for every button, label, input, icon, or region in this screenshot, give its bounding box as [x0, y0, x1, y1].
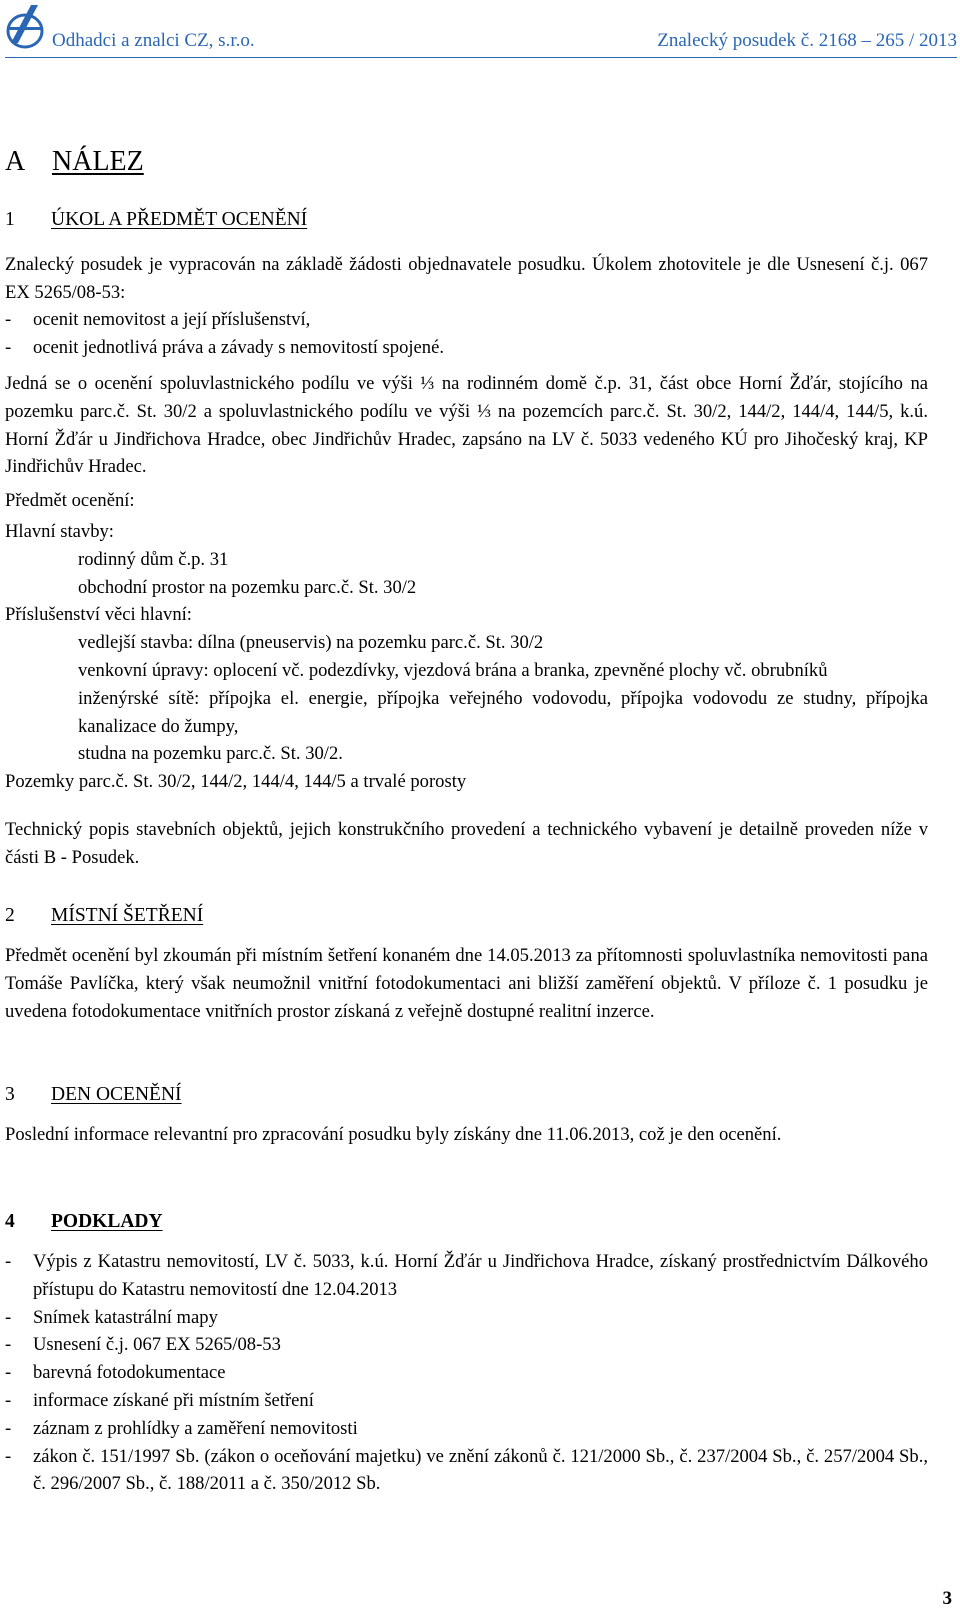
- section-number: 3: [5, 1084, 15, 1105]
- land-line: Pozemky parc.č. St. 30/2, 144/2, 144/4, 144/5 a trvalé porosty: [5, 771, 467, 793]
- list-dash: -: [5, 1389, 12, 1411]
- list-dash: -: [5, 1417, 12, 1439]
- subject-list: [5, 518, 928, 796]
- section-3-heading: [5, 1081, 182, 1109]
- list-item-text: barevná fotodokumentace: [33, 1362, 226, 1384]
- list-dash: -: [5, 1306, 12, 1328]
- list-dash: -: [5, 336, 12, 358]
- section-title: MÍSTNÍ ŠETŘENÍ: [51, 905, 204, 926]
- list-item: inženýrské sítě: přípojka el. energie, přípojka veřejného vodovodu, přípojka vodovodu ze studny, přípojka kanalizace do žumpy,: [78, 687, 928, 737]
- page-number: 3: [942, 1588, 952, 1609]
- list-item: obchodní prostor na pozemku parc.č. St. 30/2: [78, 576, 417, 598]
- section-4-heading: [5, 1208, 163, 1236]
- list-item: vedlejší stavba: dílna (pneuservis) na pozemku parc.č. St. 30/2: [78, 632, 544, 654]
- part-letter: A: [5, 146, 26, 177]
- report-reference: Znalecký posudek č. 2168 – 265 / 2013: [657, 30, 957, 51]
- list-item: [5, 1443, 928, 1499]
- section-title: PODKLADY: [51, 1211, 163, 1232]
- section-1-intro: Znalecký posudek je vypracován na základě žádosti objednavatele posudku. Úkolem zhotovitele je dle Usnesení č.j. 067 EX 5265/08-53:: [5, 254, 928, 303]
- list-item: [5, 1331, 928, 1359]
- list-item: [5, 334, 928, 362]
- list-item-text: Výpis z Katastru nemovitostí, LV č. 5033, k.ú. Horní Žďár u Jindřichova Hradce, získaný prostřednictvím Dálkového přístupu do Katastru nemovitostí dne 12.04.2013: [33, 1251, 928, 1300]
- section-2-heading: [5, 902, 203, 930]
- header-divider: [5, 57, 957, 58]
- main-buildings-label: Hlavní stavby:: [5, 521, 114, 542]
- list-dash: -: [5, 1334, 12, 1356]
- section-1-heading: [5, 206, 307, 234]
- accessories-label: Příslušenství věci hlavní:: [5, 604, 192, 626]
- list-item-text: ocenit jednotlivá práva a závady s nemovitostí spojené.: [33, 336, 445, 358]
- list-item: [5, 1359, 928, 1387]
- list-item-text: informace získané při místním šetření: [33, 1389, 314, 1411]
- section-number: 1: [5, 209, 15, 230]
- list-item: venkovní úpravy: oplocení vč. podezdívky, vjezdová brána a branka, zpevněné plochy vč. obrubníků: [78, 659, 828, 681]
- section-2-text: Předmět ocenění byl zkoumán při místním šetření konaném dne 14.05.2013 za přítomnosti spoluvlastníka nemovitosti pana Tomáše Pavlíčka, který však neumožnil vnitřní fotodokumentaci ani bližší zaměření objektů. V příloze č. 1 posudku je uvedena fotodokumentace vnitřních prostor získaná z veřejně dostupné realitní inzerce.: [5, 945, 928, 1022]
- list-item-text: zákon č. 151/1997 Sb. (zákon o oceňování majetku) ve znění zákonů č. 121/2000 Sb., č. 237/2004 Sb., č. 257/2004 Sb., č. 296/2007 Sb., č. 188/2011 a č. 350/2012 Sb.: [33, 1445, 928, 1495]
- section-title: DEN OCENĚNÍ: [51, 1084, 182, 1105]
- company-name: Odhadci a znalci CZ, s.r.o.: [52, 30, 255, 51]
- list-item: studna na pozemku parc.č. St. 30/2.: [78, 743, 343, 765]
- part-title: [5, 145, 144, 179]
- list-item: [5, 1387, 928, 1415]
- list-item-text: Snímek katastrální mapy: [33, 1306, 218, 1328]
- list-item-text: Usnesení č.j. 067 EX 5265/08-53: [33, 1334, 281, 1356]
- list-item: [5, 1304, 928, 1332]
- page-header: [0, 0, 960, 62]
- subject-label: Předmět ocenění:: [5, 490, 135, 511]
- list-item: [5, 1415, 928, 1443]
- list-dash: -: [5, 1445, 12, 1467]
- list-item: rodinný dům č.p. 31: [78, 548, 229, 570]
- section-title: ÚKOL A PŘEDMĚT OCENĚNÍ: [51, 209, 308, 230]
- task-list: [5, 306, 928, 362]
- section-3-text: Poslední informace relevantní pro zpracování posudku byly získány dne 11.06.2013, což je den ocenění.: [5, 1124, 782, 1145]
- list-item-text: záznam z prohlídky a zaměření nemovitosti: [33, 1417, 358, 1439]
- list-dash: -: [5, 309, 12, 330]
- list-dash: -: [5, 1251, 12, 1272]
- list-dash: -: [5, 1362, 12, 1384]
- list-item: [5, 1248, 928, 1304]
- section-number: 2: [5, 905, 15, 926]
- list-item: [5, 306, 928, 334]
- list-item-text: ocenit nemovitost a její příslušenství,: [33, 309, 311, 330]
- company-logo-icon: [5, 3, 45, 49]
- part-heading: NÁLEZ: [52, 146, 144, 177]
- technical-note: Technický popis stavebních objektů, jejich konstrukčního provedení a technického vybavení je detailně proveden níže v části B - Posudek.: [5, 819, 928, 868]
- valuation-description: Jedná se o ocenění spoluvlastnického podílu ve výši ⅓ na rodinném domě č.p. 31, část obce Horní Žďár, stojícího na pozemku parc.č. St. 30/2 a spoluvlastnického podílu ve výši ⅓ na pozemcích parc.č. St. 30/2, 144/2, 144/4, 144/5, k.ú. Horní Žďár u Jindřichova Hradce, obec Jindřichův Hradec, zapsáno na LV č. 5033 vedeného KÚ pro Jihočeský kraj, KP Jindřichův Hradec.: [5, 373, 928, 478]
- sources-list: [5, 1248, 928, 1498]
- section-number: 4: [5, 1211, 15, 1232]
